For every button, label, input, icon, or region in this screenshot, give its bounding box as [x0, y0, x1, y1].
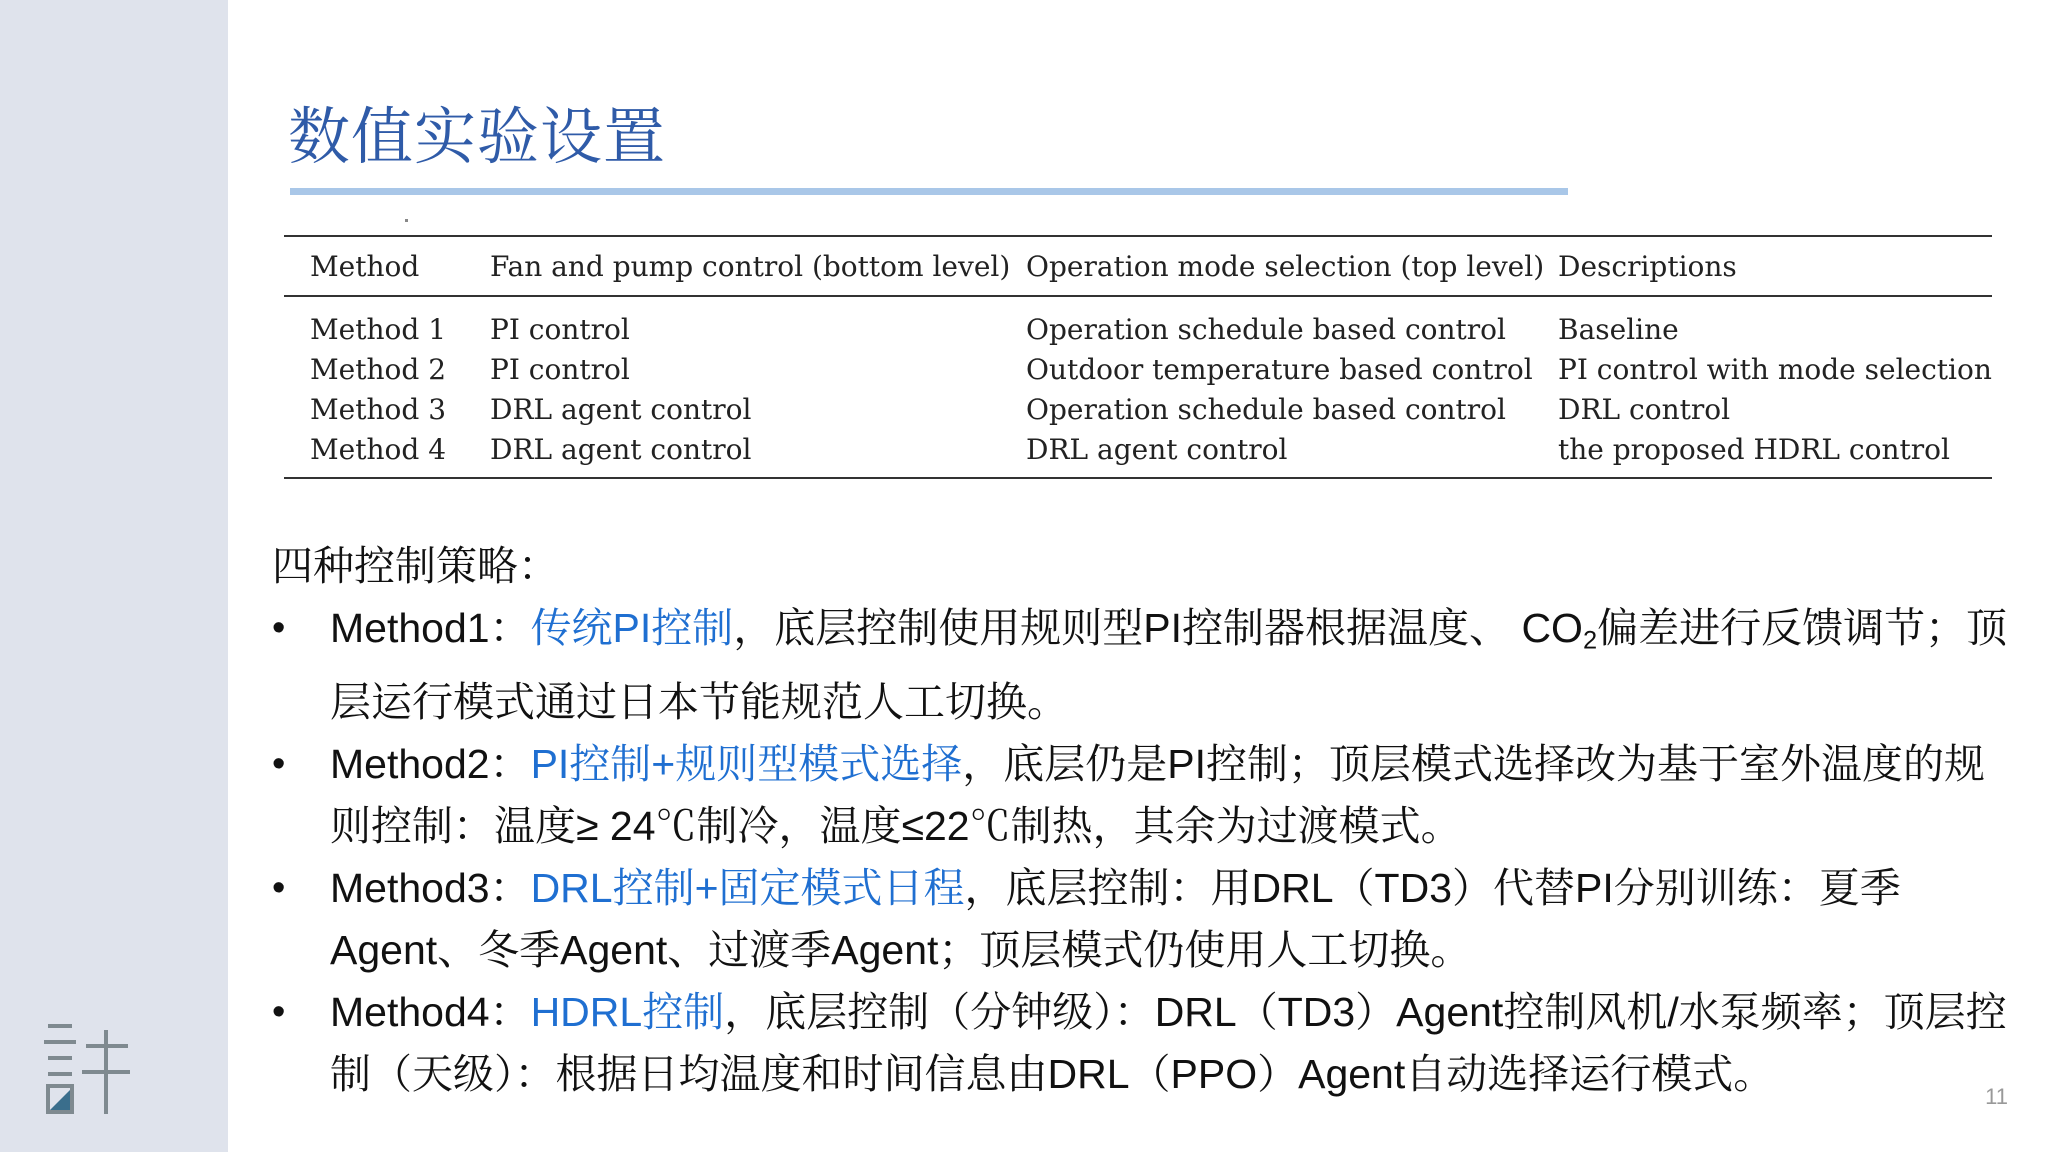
- method-text: ，底层控制（分钟级）：DRL（TD3）Agent控制风机/水泵频率；顶层控制（天级）：根据日均温度和时间信息由DRL（PPO）Agent自动选择运行模式。: [330, 989, 2007, 1098]
- list-item: [272, 857, 2022, 981]
- table-cell: Method 1: [310, 312, 447, 346]
- method-text: 偏差进行反馈调节；顶层运行模式通过日本节能规范人工切换。: [330, 605, 2008, 726]
- bullet-icon: •: [272, 991, 286, 1034]
- page-number: 11: [1985, 1084, 2008, 1109]
- list-item: [272, 597, 2022, 733]
- xu-logo-icon: [42, 1020, 130, 1116]
- table-cell: DRL agent control: [1026, 432, 1288, 466]
- method-text: ，底层仍是PI控制；顶层模式选择改为基于室外温度的规则控制：温度≥ 24℃制冷，温度≤22℃制热，其余为过渡模式。: [330, 741, 1985, 850]
- table-header-row: [284, 237, 1992, 295]
- header-cell: Operation mode selection (top level): [1026, 249, 1545, 283]
- method-lead: Method2：: [330, 741, 531, 788]
- table-cell: DRL control: [1558, 392, 1731, 426]
- method-lead: Method4：: [330, 989, 531, 1036]
- table-cell: Method 4: [310, 432, 447, 466]
- method-highlight: 传统PI控制: [530, 605, 734, 651]
- header-cell: Fan and pump control (bottom level): [490, 249, 1011, 283]
- table-row: [284, 389, 1992, 429]
- table-cell: the proposed HDRL control: [1558, 432, 1950, 466]
- table-cell: Operation schedule based control: [1026, 312, 1506, 346]
- method-highlight: HDRL控制: [530, 989, 725, 1036]
- table-cell: Baseline: [1558, 312, 1679, 346]
- bullet-icon: •: [272, 867, 286, 910]
- bullet-icon: •: [272, 743, 286, 786]
- method-text: ，底层控制：用DRL（TD3）代替PI分别训练：夏季Agent、冬季Agent、过渡季Agent；顶层模式仍使用人工切换。: [330, 865, 1901, 974]
- list-item: [272, 981, 2022, 1105]
- table-cell: Outdoor temperature based control: [1026, 352, 1533, 386]
- method-lead: Method1：: [330, 605, 531, 651]
- methods-table: [284, 235, 1992, 479]
- table-cell: Method 3: [310, 392, 447, 426]
- table-cell: PI control: [490, 352, 630, 386]
- table-cell: DRL agent control: [490, 392, 752, 426]
- list-intro: 四种控制策略：: [272, 543, 559, 589]
- table-cell: Operation schedule based control: [1026, 392, 1506, 426]
- table-row: [284, 429, 1992, 469]
- title-underline: [290, 188, 1568, 195]
- table-cell: PI control with mode selection: [1558, 352, 1992, 386]
- table-bottom-rule: [284, 477, 1992, 479]
- method-highlight: PI控制+规则型模式选择: [530, 741, 963, 788]
- list-item: [272, 733, 2022, 857]
- header-cell: Descriptions: [1558, 249, 1737, 283]
- table-row: [284, 349, 1992, 389]
- page-title: 数值实验设置: [288, 100, 667, 173]
- bullet-icon: •: [272, 607, 286, 649]
- header-cell: Method: [310, 249, 420, 283]
- divider-dot: [405, 219, 408, 222]
- method-text: ，底层控制使用规则型PI控制器根据温度、 CO: [733, 605, 1583, 651]
- subscript: 2: [1582, 626, 1598, 655]
- table-row: [284, 309, 1992, 349]
- method-highlight: DRL控制+固定模式日程: [530, 865, 965, 912]
- table-cell: DRL agent control: [490, 432, 752, 466]
- table-cell: Method 2: [310, 352, 447, 386]
- strategy-list: [272, 535, 2022, 1105]
- table-cell: PI control: [490, 312, 630, 346]
- left-sidebar: [0, 0, 228, 1152]
- method-lead: Method3：: [330, 865, 531, 912]
